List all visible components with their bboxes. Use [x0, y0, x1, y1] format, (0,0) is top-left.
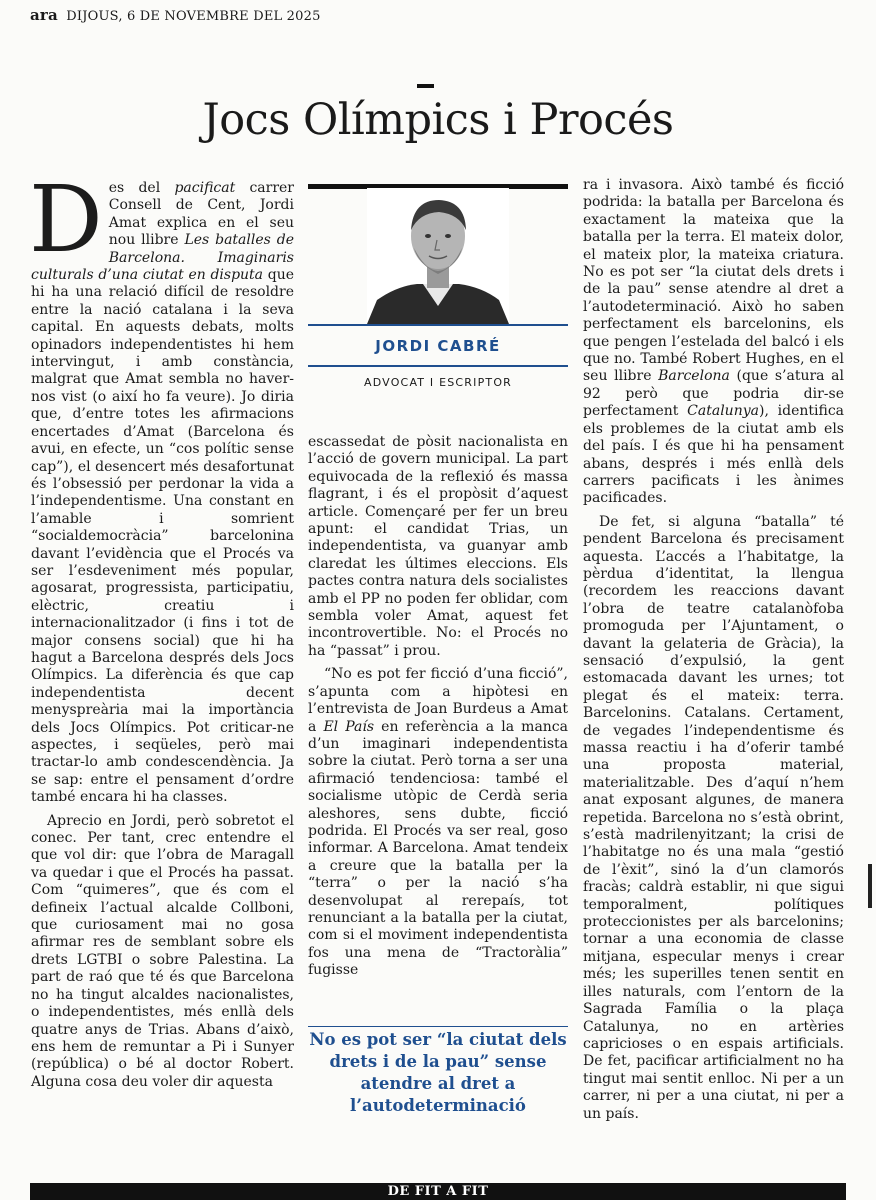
article-column-3: [583, 177, 844, 1123]
article-column-1: [29, 166, 294, 1091]
headline: Jocs Olímpics i Procés: [202, 95, 674, 145]
brand-logo: ara: [30, 6, 58, 24]
author-photo: [367, 188, 509, 324]
headline-rule: [417, 84, 434, 88]
issue-date: DIJOUS, 6 DE NOVEMBRE DEL 2025: [66, 9, 321, 24]
author-box: [308, 324, 568, 367]
masthead: [30, 6, 321, 24]
dropcap: D: [29, 166, 103, 273]
article-column-2: [308, 434, 568, 980]
paragraph-2-start: Aprecio en Jordi, però sobretot el conec. Per tant, crec entendre el que vol dir: que l’obra de Maragall va quedar i que el Procés ha passat. Com “quimeres”, que és com el defineix l’actual alcalde Collboni, que curiosament mai no gosa afirmar res de semblant sobre els drets LGTBI o sobre Palestina. La part de raó que té és que Barcelona no ha tingut alcaldes nacionalistes, o independentistes, més enllà dels quatre anys de Trias. Abans d’això, ens hem de remuntar a Pi i Sunyer (república) o bé al doctor Robert. Alguna cosa deu voler dir aquesta: [31, 812, 294, 1090]
pull-quote: No es pot ser “la ciutat dels drets i de la pau” sense atendre al dret a l’autodeterminació: [308, 1026, 568, 1117]
paragraph-3-start: “No es pot fer ficció d’una ficció”, s’apunta com a hipòtesi en l’entrevista de Joan Burdeus a Amat a El País en referència a la manca d’un imaginari independentista sobre la ciutat. Però torna a ser una afirmació tendenciosa: també el socialisme utòpic de Cerdà seria aleshores, sens dubte, ficció podrida. El Procés va ser real, goso informar. A Barcelona. Amat tendeix a creure que la batalla per la “terra” o per la nació s’ha desenvolupat al rerepaís, tot renunciant a la batalla per la ciutat, com si el moviment independentista fos una mena de “Tractoràlia” fugisse: [308, 666, 568, 979]
author-name: JORDI CABRÉ: [375, 336, 501, 355]
paragraph-4: De fet, si alguna “batalla” té pendent Barcelona és precisament aquesta. L’accés a l’habitatge, la pèrdua d’identitat, la llengua (recordem les reaccions davant l’obra de teatre catalanòfoba promoguda per l’Ajuntament, o davant la gelateria de Gràcia), la sensació d’expulsió, la gent estomacada davant les urnes; tot plegat és el mateix: terra. Barcelonins. Catalans. Certament, de vegades l’independentisme és massa reactiu i ha d’oferir també una proposta material, materialitzable. Des d’aquí n’hem anat exposant algunes, de manera repetida. Barcelona no s’està obrint, s’està madrilenyitzant; la crisi de l’habitatge no és una mala “gestió de l’èxit”, sinó la d’un clamorós fracàs; caldrà establir, ni que sigui temporalment, polítiques proteccionistes per als barcelonins; tornar a una economia de classe mitjana, especular menys i crear més; les superilles tenen sentit en illes naturals, com l’entorn de la Sagrada Família o la plaça Catalunya, no en artèries capricioses o en espais artificials. De fet, pacificar artificialment no ha tingut mai sentit enlloc. Ni per a un carrer, ni per a una ciutat, ni per a un país.: [583, 513, 844, 1122]
paragraph-1: Des del pacificat carrer Consell de Cent, Jordi Amat explica en el seu nou llibre Les batalles de Barcelona. Imaginaris culturals d’una ciutat en disputa que hi ha una relació difícil de resoldre entre la nació catalana i la seva capital. En aquests debats, molts opinadors independentistes hi hem intervingut, i amb constància, malgrat que Amat sembla no haver-nos vist (o així ho fa veure). Jo diria que, d’entre totes les afirmacions encertades d’Amat (Barcelona és avui, en efecte, un “cos polític sense cap”), el desencert més desafortunat és l’obsessió per perdonar la vida a l’independentisme. Una constant en l’amable i somrient “socialdemocràcia” barcelonina davant l’evidència que el Procés va ser l’esdeveniment més popular, agosarat, progressista, participatiu, elèctric, creatiu i internacionalitzador (i fins i tot de major consens social) que hi ha hagut a Barcelona després dels Jocs Olímpics. La diferència és que cap independentista decent menyspreària mai la importància dels Jocs Olímpics. Pot criticar-ne aspectes, i seqüeles, però mai tractar-lo amb condescendència. Ja se sap: entre el pensament d’ordre també encara hi ha classes.: [29, 166, 294, 806]
paragraph-2-end: escassedat de pòsit nacionalista en l’acció de govern municipal. La part equivocada de la reflexió és massa flagrant, i és el propòsit d’aquest article. Començaré per fer un breu apunt: el candidat Trias, un independentista, va guanyar amb claredat les últimes eleccions. Els pactes contra natura dels socialistes amb el PP no poden fer oblidar, com sembla voler Amat, aquest fet incontrovertible. No: el Procés no ha “passat” i prou.: [308, 434, 568, 659]
section-label: DE FIT A FIT: [387, 1184, 489, 1199]
paragraph-3-end: ra i invasora. Això també és ficció podrida: la batalla per Barcelona és exactament la mateixa que la batalla per la terra. El mateix dolor, el mateix plor, la mateixa criatura. No es pot ser “la ciutat dels drets i de la pau” sense atendre al dret a l’autodeterminació. Això ho saben perfectament els barcelonins, els que pengen l’estelada del balcó i els que no. També Robert Hughes, en el seu llibre Barcelona (que s’atura al 92 però que podria dir-se perfectament Catalunya), identifica els problemes de la ciutat amb els del país. I és que hi ha pensament abans, després i més enllà dels carrers pacificats i les ànimes pacificades.: [583, 177, 845, 507]
scroll-indicator[interactable]: [868, 864, 872, 908]
author-role: ADVOCAT I ESCRIPTOR: [363, 376, 513, 389]
